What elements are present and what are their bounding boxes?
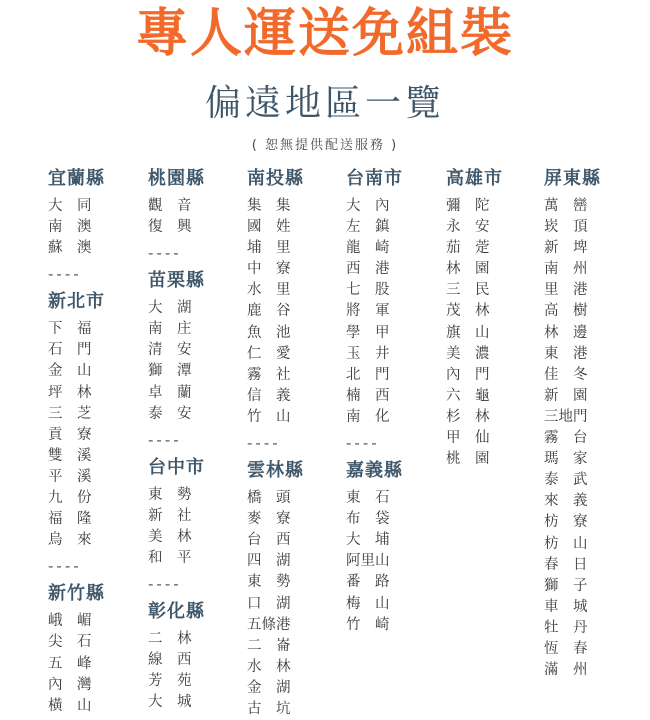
district-item: 茂 林 [446,303,490,320]
district-item: 霧 台 [544,430,588,447]
county-title: 苗栗縣 [148,270,205,292]
district-item: 大 同 [48,198,92,214]
district-item: 永 安 [446,219,490,236]
district-item: 南 澳 [48,219,92,236]
district-item: 新 埤 [544,240,588,257]
district-item: 芳 苑 [148,673,192,690]
district-item: 玉 井 [346,345,390,362]
service-note: ( 恕無提供配送服務 ) [251,138,399,153]
county-title: 新北市 [48,291,105,313]
district-item: 春 日 [544,556,588,573]
region-column [544,166,632,681]
district-item: 水 林 [247,658,291,675]
district-item: 橫 山 [48,697,92,714]
district-item: 二 崙 [247,637,291,654]
district-item: 彌 陀 [446,198,490,214]
district-item: 石 門 [48,342,92,359]
district-item: 仁 愛 [247,345,291,362]
district-item: 麥 寮 [247,511,291,528]
district-item: 蘇 澳 [48,240,92,257]
district-item: 枋 寮 [544,514,588,531]
district-item: 東 勢 [148,486,192,503]
county-title: 雲林縣 [247,460,304,482]
district-item: 佳 冬 [544,366,588,383]
region-column [247,166,335,720]
district-item: 林 邊 [544,324,588,341]
district-item: 南 庄 [148,321,192,338]
page-title: 專人運送免組裝 [135,4,514,64]
district-item: 國 姓 [247,219,291,236]
district-item: 北 門 [346,366,390,383]
district-list [48,319,136,551]
district-list [148,485,236,569]
region-column [148,166,236,714]
district-item: 信 義 [247,387,291,404]
county-title: 高雄市 [446,168,503,189]
district-list [247,196,335,428]
district-item: 西 港 [346,261,390,278]
county-title: 台中市 [148,456,205,478]
region-column [446,166,534,470]
group-separator: ---- [148,430,182,449]
district-item: 恆 春 [544,640,588,657]
district-item: 烏 來 [48,532,92,549]
district-item: 大 內 [346,198,390,214]
district-item: 三 芝 [48,405,92,422]
district-item: 集 集 [247,198,291,214]
district-item: 獅 子 [544,577,588,594]
district-item: 峨 嵋 [48,613,92,630]
group-separator: ---- [148,244,182,263]
district-item: 高 樹 [544,303,588,320]
district-item: 七 股 [346,282,390,299]
district-item: 鹿 谷 [247,303,291,320]
county-title: 新竹縣 [48,583,105,605]
district-item: 三地門 [544,408,588,425]
district-item: 復 興 [148,219,192,236]
district-list [346,196,434,428]
district-list [446,196,534,470]
district-item: 南 化 [346,408,390,425]
district-list [148,629,236,713]
district-item: 泰 武 [544,472,588,489]
district-item: 龍 崎 [346,240,390,257]
district-item: 泰 安 [148,405,192,422]
district-list [346,488,434,636]
county-title: 屏東縣 [544,168,601,189]
county-title: 南投縣 [247,168,304,189]
district-item: 口 湖 [247,595,291,612]
district-item: 九 份 [48,490,92,507]
district-item: 六 龜 [446,387,490,404]
district-item: 東 港 [544,345,588,362]
region-column [48,166,136,717]
district-item: 五 峰 [48,655,92,672]
district-item: 林 園 [446,261,490,278]
group-separator: ---- [247,434,281,453]
district-item: 新 社 [148,507,192,524]
district-item: 崁 頂 [544,219,588,236]
district-item: 雙 溪 [48,447,92,464]
district-item: 來 義 [544,493,588,510]
district-item: 阿里山 [346,553,390,570]
district-item: 四 湖 [247,553,291,570]
district-item: 古 坑 [247,700,291,717]
district-item: 桃 園 [446,451,490,468]
district-item: 杉 林 [446,408,490,425]
county-title: 嘉義縣 [346,460,403,482]
district-item: 福 隆 [48,511,92,528]
district-item: 霧 社 [247,366,291,383]
district-list [48,196,136,259]
district-item: 水 里 [247,282,291,299]
district-item: 東 勢 [247,574,291,591]
district-item: 車 城 [544,598,588,615]
district-item: 線 西 [148,652,192,669]
district-item: 下 福 [48,321,92,338]
district-item: 台 西 [247,532,291,549]
page-subtitle: 偏遠地區一覽 [204,83,445,124]
district-list [247,488,335,720]
district-item: 大 城 [148,694,192,711]
district-list [148,196,236,238]
district-item: 和 平 [148,550,192,567]
county-title: 彰化縣 [148,601,205,623]
district-item: 中 寮 [247,261,291,278]
county-title: 台南市 [346,168,403,189]
district-list [148,298,236,425]
district-item: 清 安 [148,342,192,359]
district-item: 瑪 家 [544,451,588,468]
district-item: 觀 音 [148,198,192,214]
district-item: 新 園 [544,387,588,404]
district-item: 埔 里 [247,240,291,257]
district-item: 魚 池 [247,324,291,341]
district-item: 左 鎮 [346,219,390,236]
district-item: 萬 巒 [544,198,588,214]
district-item: 內 門 [446,366,490,383]
district-item: 獅 潭 [148,363,192,380]
district-item: 三 民 [446,282,490,299]
district-item: 南 州 [544,261,588,278]
district-item: 將 軍 [346,303,390,320]
group-separator: ---- [346,434,380,453]
district-item: 美 濃 [446,345,490,362]
district-item: 二 林 [148,631,192,648]
district-item: 美 林 [148,528,192,545]
district-item: 橋 頭 [247,490,291,507]
district-item: 坪 林 [48,384,92,401]
group-separator: ---- [148,575,182,594]
district-item: 旗 山 [446,324,490,341]
district-item: 里 港 [544,282,588,299]
district-item: 大 埔 [346,532,390,549]
district-item: 內 灣 [48,676,92,693]
county-title: 宜蘭縣 [48,168,105,189]
district-item: 番 路 [346,574,390,591]
district-item: 五條港 [247,616,291,633]
district-list [544,196,632,681]
district-item: 布 袋 [346,511,390,528]
district-item: 卓 蘭 [148,384,192,401]
district-item: 枋 山 [544,535,588,552]
district-item: 金 山 [48,363,92,380]
district-item: 金 湖 [247,679,291,696]
group-separator: ---- [48,265,82,284]
district-item: 牡 丹 [544,619,588,636]
district-item: 尖 石 [48,634,92,651]
district-list [48,611,136,716]
district-item: 學 甲 [346,324,390,341]
group-separator: ---- [48,557,82,576]
district-item: 大 湖 [148,300,192,317]
district-item: 茄 萣 [446,240,490,257]
district-item: 甲 仙 [446,430,490,447]
district-item: 平 溪 [48,468,92,485]
district-item: 楠 西 [346,387,390,404]
district-item: 梅 山 [346,595,390,612]
region-column [346,166,434,636]
county-title: 桃園縣 [148,168,205,189]
district-item: 竹 山 [247,408,291,425]
district-item: 竹 崎 [346,616,390,633]
district-item: 貢 寮 [48,426,92,443]
district-item: 東 石 [346,490,390,507]
district-item: 滿 州 [544,662,588,679]
